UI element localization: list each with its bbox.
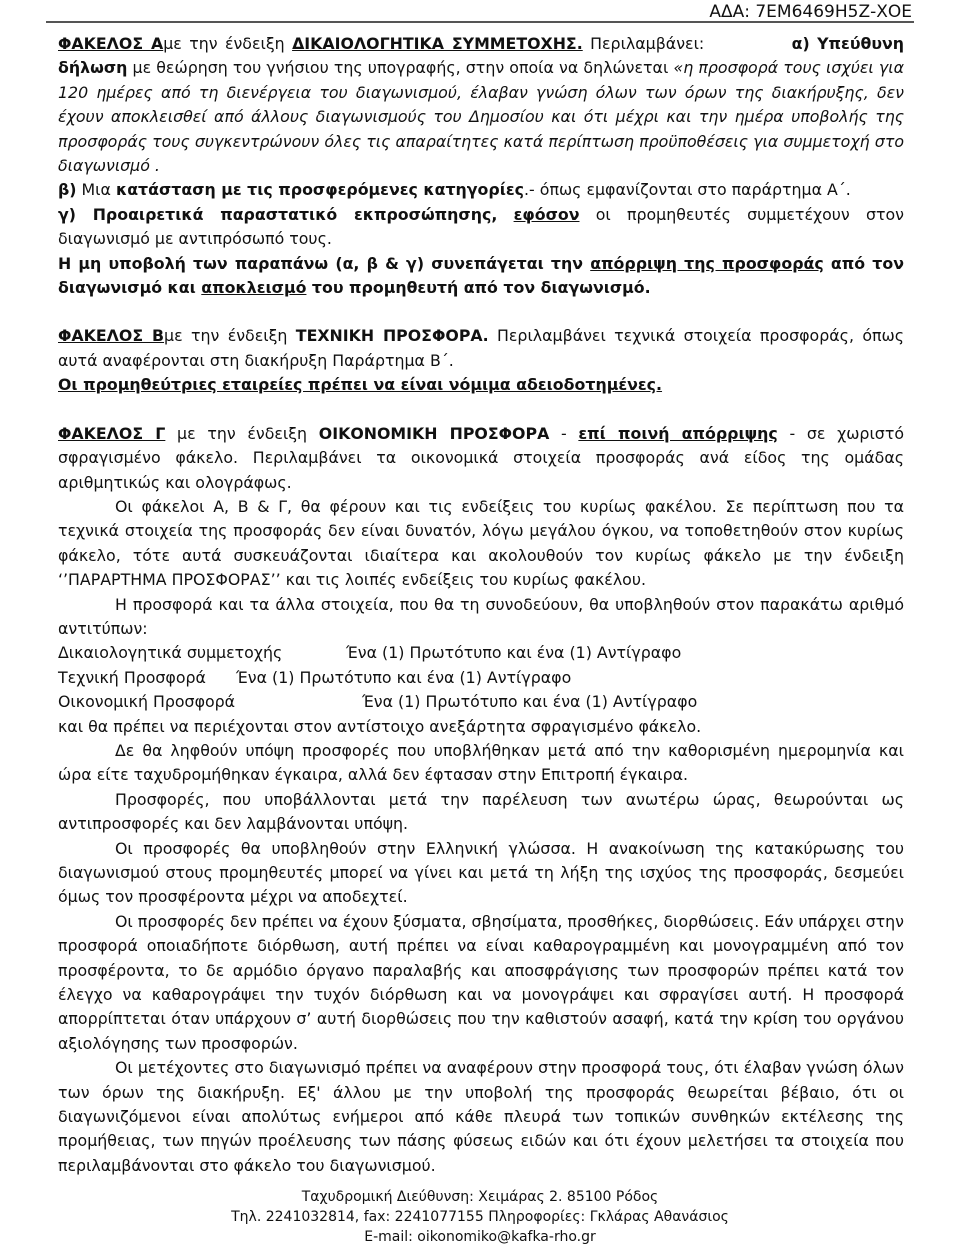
folder-b-notice: Οι προμηθεύτριες εταιρείες πρέπει να είναι νόμιμα αδειοδοτημένες.	[58, 375, 663, 395]
copies-row	[58, 666, 904, 690]
copies-label: Τεχνική Προσφορά	[58, 667, 206, 687]
folder-c-dash: -	[549, 423, 579, 443]
footer-email: E-mail: oikonomiko@kafka-rho.gr	[364, 1229, 596, 1245]
item-a-bold: Υπεύθυνη δήλωση	[58, 34, 905, 78]
folder-c-penalty: επί ποινή απόρριψης	[578, 423, 778, 443]
folder-c-title: ΟΙΚΟΝΟΜΙΚΗ ΠΡΟΣΦΟΡΑ	[318, 423, 550, 443]
warning-text-1: Η μη υποβολή των παραπάνω (α, β & γ) συνεπάγεται την	[58, 253, 591, 273]
item-b-bold: κατάσταση με τις προσφερόμενες κατηγορίες	[115, 180, 525, 200]
paragraph-language: Οι προσφορές θα υποβληθούν στην Ελληνική γλώσσα. Η ανακοίνωση της κατακύρωσης του διαγωνισμού στους προμηθευτές μπορεί να γίνει και μετά τη λήξη της ισχύος της προσφοράς, δεσμεύει όμως τον προσφέροντα μέχρι να αποδεχτεί.	[58, 838, 904, 907]
spacer	[58, 300, 904, 324]
folder-c-label: ΦΑΚΕΛΟΣ Γ	[58, 423, 166, 443]
paragraph-terms: Οι μετέχοντες στο διαγωνισμό πρέπει να αναφέρουν στην προσφορά τους, ότι έλαβαν γνώση όλων των όρων της διακήρυξη. Εξ' άλλου με την υποβολή της προσφοράς θεωρείται βέβαιο, ότι οι διαγωνιζόμενοι είναι απολύτως ενήμεροι από κάθε πλευρά των τοπικών συνθηκών εκτέλεσης της προμήθειας, των πηγών προέλευσης των πάσης φύσεως ειδών και ότι έχουν μελετήσει τα στοιχεία που περιλαμβάνονται στο φάκελο του διαγωνισμού.	[58, 1058, 904, 1175]
item-b-post: .- όπως εμφανίζονται στο παράρτημα Α΄.	[524, 180, 851, 200]
warning-underline-2: αποκλεισμό	[201, 278, 307, 298]
item-b-paragraph	[58, 178, 904, 202]
spacer	[58, 398, 904, 422]
item-c-text: οι προμηθευτές συμμετέχουν στον διαγωνισμό με αντιπρόσωπό τους.	[58, 204, 904, 249]
copies-value: Ένα (1) Πρωτότυπο και ένα (1) Αντίγραφο	[346, 643, 682, 663]
folder-b-title: ΤΕΧΝΙΚΗ ΠΡΟΣΦΟΡΑ.	[295, 326, 489, 346]
folder-a-label: ΦΑΚΕΛΟΣ Α	[58, 34, 164, 53]
copies-value: Ένα (1) Πρωτότυπο και ένα (1) Αντίγραφο	[236, 667, 572, 687]
item-c-bold: γ) Προαιρετικά παραστατικό εκπροσώπησης,	[58, 204, 498, 224]
item-c-paragraph	[58, 203, 904, 252]
folder-a-title: ΔΙΚΑΙΟΛΟΓΗΤΙΚΑ ΣΥΜΜΕΤΟΧΗΣ.	[292, 34, 583, 53]
item-b-pre: Μια	[76, 180, 116, 200]
warning-text-2: από τον διαγωνισμό και	[58, 253, 904, 298]
paragraph-sealed: και θα πρέπει να περιέχονται στον αντίστοιχο ανεξάρτητα σφραγισμένο φάκελο.	[58, 716, 702, 736]
warning-text-3: του προμηθευτή από τον διαγωνισμό.	[306, 278, 651, 298]
folder-b-with-label: με την ένδειξη	[164, 326, 296, 346]
copies-label: Δικαιολογητικά συμμετοχής	[58, 643, 283, 663]
folder-b-text: Περιλαμβάνει τεχνικά στοιχεία προσφοράς, όπως αυτά αναφέρονται στη διακήρυξη Παράρτημα Β΄.	[58, 326, 904, 370]
paragraph-copies-intro: Η προσφορά και τα άλλα στοιχεία, που θα τη συνοδεύουν, θα υποβληθούν στον παρακάτω αριθμό αντιτύπων:	[58, 594, 904, 638]
item-a-text: με θεώρηση του γνήσιου της υπογραφής, στην οποία να δηλώνεται	[127, 58, 674, 78]
folder-c-paragraph	[58, 422, 904, 495]
folder-a-with-label: με την ένδειξη	[163, 34, 293, 53]
copies-label: Οικονομική Προσφορά	[58, 692, 236, 712]
folder-c-with-label: με την ένδειξη	[165, 423, 319, 443]
footer-address: Ταχυδρομική Διεύθυνση: Χειμάρας 2. 85100 Ρόδος	[301, 1189, 659, 1205]
folder-b-label: ΦΑΚΕΛΟΣ Β	[58, 326, 165, 346]
folder-a-contains: Περιλαμβάνει:	[582, 34, 712, 53]
folder-c-text: - σε χωριστό σφραγισμένο φάκελο. Περιλαμβάνει τα οικονομικά στοιχεία προσφοράς ανά είδος της ομάδας αριθμητικώς και ολογράφως.	[58, 423, 904, 492]
item-c-underline: εφόσον	[513, 204, 580, 224]
item-a-quote: «η προσφορά τους ισχύει για 120 ημέρες από τη διενέργεια του διαγωνισμού, έλαβαν γνώση όλων των όρων της διακήρυξης, δεν έχουν αποκλεισθεί από άλλους διαγωνισμούς του Δημοσίου και ότι μέχρι και την ημέρα υποβολής της προσφοράς τους συγκεντρώνουν όλες τις απαραίτητες κατά περίπτωση προϋποθέσεις για συμμετοχή στο διαγωνισμό .	[58, 58, 904, 176]
copies-row	[58, 641, 904, 665]
folder-b-paragraph	[58, 324, 904, 373]
item-a-marker: α)	[791, 34, 810, 53]
footer	[0, 1187, 960, 1247]
paragraph-envelopes: Οι φάκελοι Α, Β & Γ, θα φέρουν και τις ενδείξεις του κυρίως φακέλου. Σε περίπτωση που τα τεχνικά στοιχεία της προσφοράς δεν είναι δυνατόν, λόγω μεγάλου όγκου, να τοποθετηθούν στον κυρίως φάκελο, τότε αυτά συσκευάζονται ιδιαίτερα και ακολουθούν τον κυρίως φάκελο με την ένδειξη ‘’ΠΑΡΑΡΤΗΜΑ ΠΡΟΣΦΟΡΑΣ’’ και τις λοιπές ενδείξεις του κυρίως φακέλου.	[58, 496, 904, 590]
copies-row	[58, 690, 904, 714]
document-body	[58, 32, 904, 1178]
header-rule	[46, 21, 914, 23]
paragraph-corrections: Οι προσφορές δεν πρέπει να έχουν ξύσματα, σβησίματα, προσθήκες, διορθώσεις. Εάν υπάρχει στην προσφορά οποιαδήποτε διόρθωση, αυτή πρέπει να είναι καθαρογραμμένη και μονογραμμένη από τον προσφέροντα, το δε αρμόδιο όργανο παραλαβής και αποσφράγισης των προσφορών πρέπει κατά τον έλεγχο να καθαρογράψει την τυχόν διόρθωση και να μονογράψει και σφραγίσει αυτή. Η προσφορά απορρίπτεται όταν υπάρχουν σ’ αυτή διορθώσεις που την καθιστούν ασαφή, κατά την κρίση του οργάνου αξιολόγησης των προσφορών.	[58, 911, 904, 1053]
copies-value: Ένα (1) Πρωτότυπο και ένα (1) Αντίγραφο	[362, 692, 698, 712]
paragraph-late-offers: Δε θα ληφθούν υπόψη προσφορές που υποβλήθηκαν μετά από την καθορισμένη ημερομηνία και ώρα είτε ταχυδρομήθηκαν έγκαιρα, αλλά δεν έφτασαν στην Επιτροπή έγκαιρα.	[58, 740, 904, 785]
footer-phones: Τηλ. 2241032814, fax: 2241077155 Πληροφορίες: Γκλάρας Αθανάσιος	[231, 1209, 729, 1225]
warning-paragraph	[58, 252, 904, 301]
folder-a-paragraph	[58, 32, 904, 178]
item-b-marker: β)	[58, 180, 77, 200]
paragraph-counter-offers: Προσφορές, που υποβάλλονται μετά την παρέλευση των ανωτέρω ώρας, θεωρούνται ως αντιπροσφορές και δεν λαμβάνονται υπόψη.	[58, 789, 904, 834]
warning-underline-1: απόρριψη της προσφοράς	[590, 253, 824, 273]
ada-code: ΑΔΑ: 7ΕΜ6469Η5Ζ-ΧΟΕ	[709, 2, 912, 22]
